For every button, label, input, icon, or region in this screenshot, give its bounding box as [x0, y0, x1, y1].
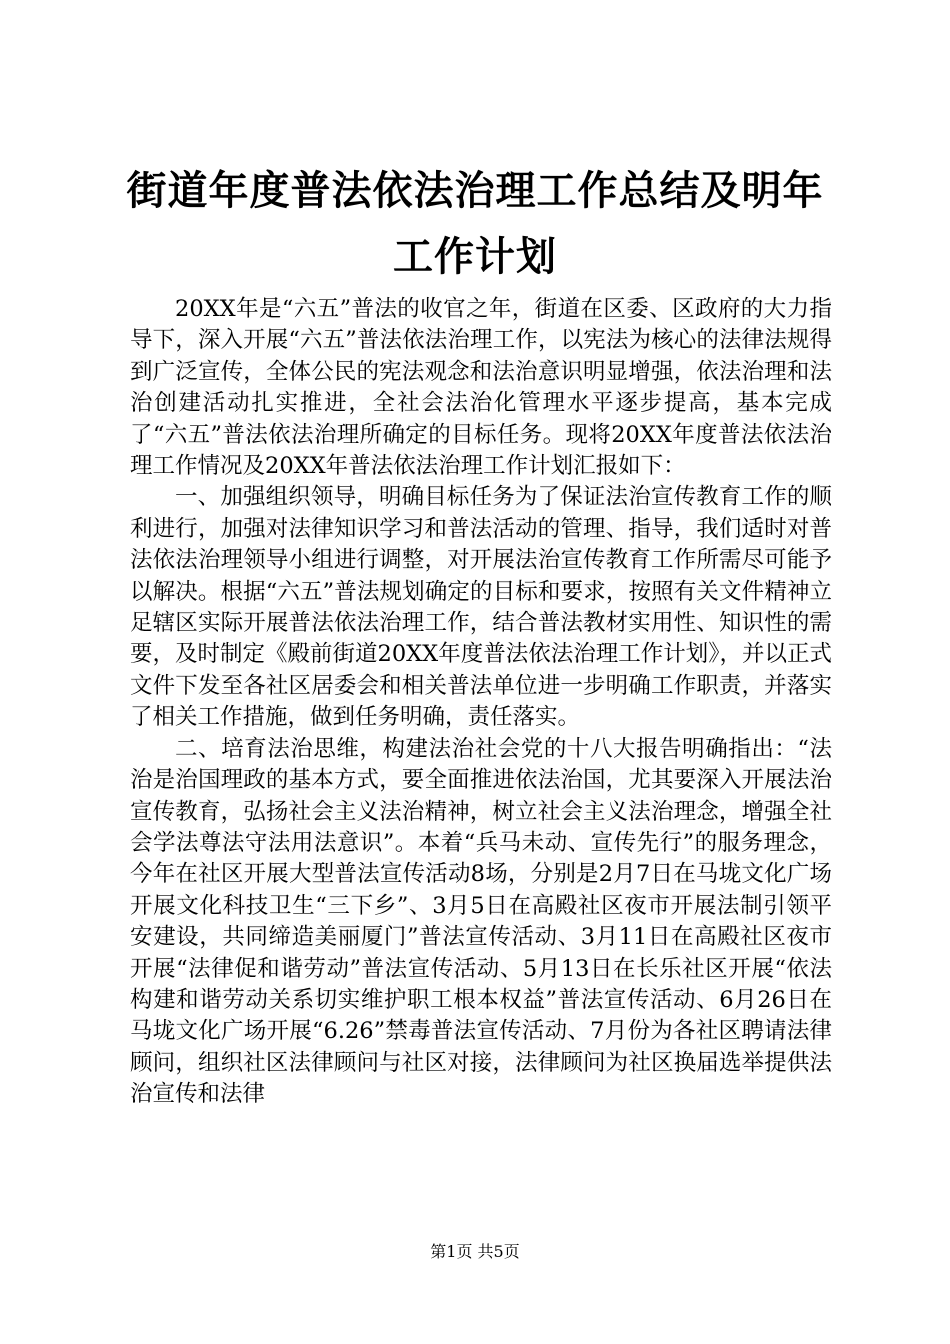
paragraph-section-2: 二、培育法治思维，构建法治社会党的十八大报告明确指出：“法治是治国理政的基本方式，要全面推进依法治国，尤其要深入开展法治宣传教育，弘扬社会主义法治精神，树立社会主义法治理念，增强全社会学法尊法守法用法意识”。本着“兵马未动、宣传先行”的服务理念，今年在社区开展大型普法宣传活动8场，分别是2月7日在马垅文化广场开展文化科技卫生“三下乡”、3月5日在高殿社区夜市开展法制引领平安建设，共同缔造美丽厦门”普法宣传活动、3月11日在高殿社区夜市开展“法律促和谐劳动”普法宣传活动、5月13日在长乐社区开展“依法构建和谐劳动关系切实维护职工根本权益”普法宣传活动、6月26日在马垅文化广场开展“6.26”禁毒普法宣传活动、7月份为各社区聘请法律顾问，组织社区法律顾问与社区对接，法律顾问为社区换届选举提供法治宣传和法律 — [130, 735, 832, 1108]
paragraph-intro: 20XX年是“六五”普法的收官之年，街道在区委、区政府的大力指导下，深入开展“六五”普法依法治理工作，以宪法为核心的法律法规得到广泛宣传，全体公民的宪法观念和法治意识明显增强，依法治理和法治创建活动扎实推进，全社会法治化管理水平逐步提高，基本完成了“六五”普法依法治理所确定的目标任务。现将20XX年度普法依法治理工作情况及20XX年普法依法治理工作计划汇报如下： — [130, 296, 832, 480]
document-title: 街道年度普法依法治理工作总结及明年工作计划 — [126, 167, 824, 280]
paragraph-section-1: 一、加强组织领导，明确目标任务为了保证法治宣传教育工作的顺利进行，加强对法律知识学习和普法活动的管理、指导，我们适时对普法依法治理领导小组进行调整，对开展法治宣传教育工作所需尽可能予以解决。根据“六五”普法规划确定的目标和要求，按照有关文件精神立足辖区实际开展普法依法治理工作，结合普法教材实用性、知识性的需要，及时制定《殿前街道20XX年度普法依法治理工作计划》，并以正式文件下发至各社区居委会和相关普法单位进一步明确工作职责，并落实了相关工作措施，做到任务明确，责任落实。 — [130, 484, 832, 731]
document-body — [130, 294, 832, 1111]
page-number-footer: 第1页 共5页 — [430, 1242, 520, 1261]
